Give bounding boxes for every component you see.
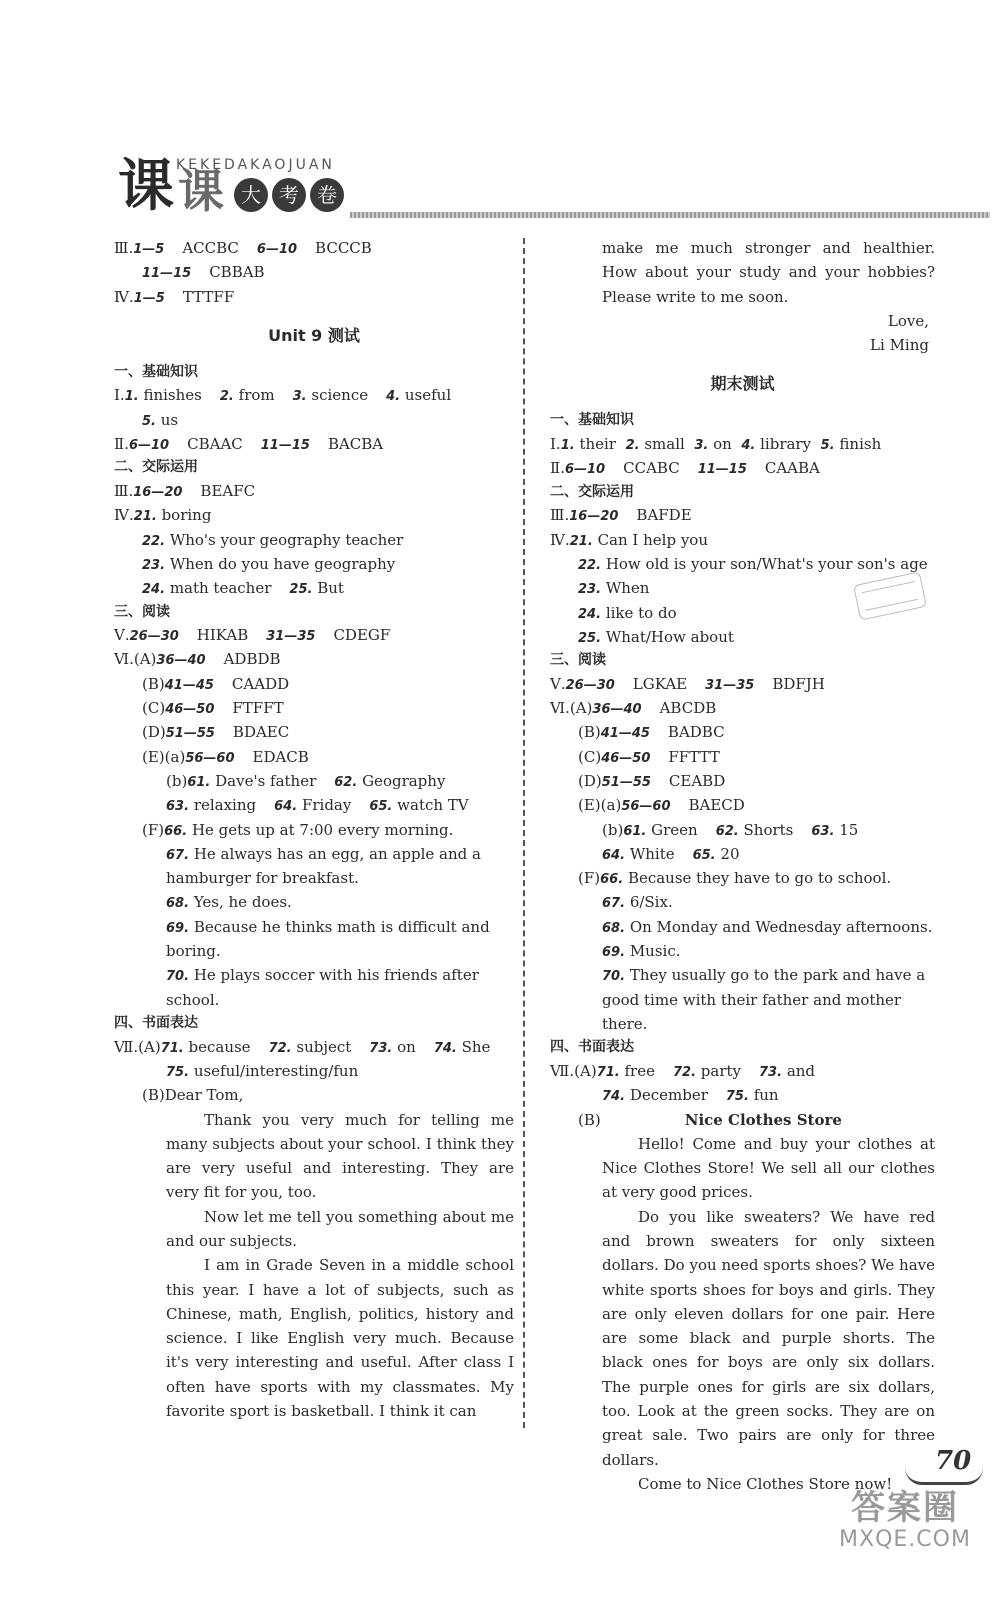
page-number: 70 <box>935 1446 972 1476</box>
answer-row: Ⅰ.1. finishes 2. from 3. science 4. useful <box>114 386 452 405</box>
answer-row: 69. Because he thinks math is difficult and boring. <box>166 917 490 961</box>
logo-char-ke-2: 课 <box>178 164 224 218</box>
letter-paragraph: make me much stronger and healthier. How about your study and your hobbies? Please write to me soon. <box>602 239 935 306</box>
answer-row: (B)41—45 CAADD <box>142 674 290 693</box>
section-heading: 三、阅读 <box>114 603 170 620</box>
answer-row: 22. How old is your son/What's your son's age <box>578 554 928 573</box>
section-heading: 一、基础知识 <box>550 412 634 429</box>
section-heading: 一、基础知识 <box>114 363 198 380</box>
answer-row: (E)(a)56—60 BAECD <box>578 796 745 815</box>
answer-row: 70. He plays soccer with his friends after school. <box>166 966 479 1009</box>
header-rule <box>350 212 990 218</box>
answer-row: 22. Who's your geography teacher <box>142 530 404 549</box>
logo-char-kao: 考 <box>272 178 306 212</box>
watermark <box>820 1490 990 1554</box>
store-paragraph: Hello! Come and buy your clothes at Nice Clothes Store! We sell all our clothes at very good prices. <box>602 1134 935 1202</box>
unit-title: Unit 9 测试 <box>268 325 360 345</box>
answer-row: Ⅱ.6—10 CBAAC 11—15 BACBA <box>114 435 384 454</box>
letter-paragraph: Now let me tell you something about me and our subjects. <box>166 1207 514 1250</box>
answer-row: 24. like to do <box>578 603 677 622</box>
letter-paragraph: I am in Grade Seven in a middle school this year. I have a lot of subjects, such as Chinese, math, English, politics, history and science. I like English very much. Because it's very interesting and useful. After class I often have sports with my classmates. My favorite sport is basketball. I think it can <box>166 1256 514 1421</box>
answer-row: (B)41—45 BADBC <box>578 723 725 742</box>
answer-row: 23. When do you have geography <box>142 554 396 573</box>
answer-row: 75. useful/interesting/fun <box>166 1061 359 1080</box>
column-divider <box>523 238 525 1428</box>
answer-row: (C)46—50 FTFFT <box>142 699 284 718</box>
watermark-url: MXQE.COM <box>839 1527 971 1553</box>
letter-closing: Love, <box>887 311 929 330</box>
answer-row: Ⅶ.(A)71. free 72. party 73. and <box>550 1061 816 1080</box>
answer-row: (b)61. Green 62. Shorts 63. 15 <box>602 820 859 839</box>
answer-row: Ⅴ.26—30 LGKAE 31—35 BDFJH <box>550 674 825 693</box>
answer-row: 64. White 65. 20 <box>602 844 740 863</box>
section-heading: 二、交际运用 <box>550 483 634 500</box>
answer-row: (D)51—55 CEABD <box>578 771 726 790</box>
section-heading: 三、阅读 <box>550 652 606 669</box>
answer-row: 67. He always has an egg, an apple and a hamburger for breakfast. <box>166 844 481 888</box>
answer-row: (B) Nice Clothes Store <box>578 1110 842 1129</box>
answer-row: Ⅳ.21. Can I help you <box>550 530 708 549</box>
logo-char-da: 大 <box>234 178 268 212</box>
page-header <box>110 150 980 220</box>
answer-row: Ⅲ.1—5 ACCBC 6—10 BCCCB <box>114 239 372 257</box>
section-heading: 四、书面表达 <box>114 1014 198 1031</box>
section-heading: 四、书面表达 <box>550 1039 634 1056</box>
answer-row: Ⅲ.16—20 BEAFC <box>114 482 256 501</box>
answer-row: 70. They usually go to the park and have a good time with their father and mother there. <box>602 966 926 1033</box>
letter-signature: Li Ming <box>870 336 929 355</box>
answer-row: 24. math teacher 25. But <box>142 579 344 598</box>
logo-char-juan: 卷 <box>310 178 344 212</box>
answer-row: Ⅴ.26—30 HIKAB 31—35 CDEGF <box>114 626 391 645</box>
answer-row: (F)66. Because they have to go to school. <box>578 869 892 888</box>
answer-row: Ⅱ.6—10 CCABC 11—15 CAABA <box>550 459 820 478</box>
answer-row: 67. 6/Six. <box>602 893 673 912</box>
answer-row: (E)(a)56—60 EDACB <box>142 747 309 766</box>
answer-row: Ⅶ.(A)71. because 72. subject 73. on 74. She <box>114 1037 491 1056</box>
answer-row: Ⅰ.1. their 2. small 3. on 4. library 5. finish <box>550 435 882 454</box>
watermark-text: 答案圈 <box>851 1488 959 1528</box>
answer-row: (C)46—50 FFTTT <box>578 747 720 766</box>
exam-title: 期末测试 <box>710 374 775 394</box>
answer-row: Ⅳ.1—5 TTTFF <box>114 287 235 306</box>
answer-row: 63. relaxing 64. Friday 65. watch TV <box>166 796 469 815</box>
answer-row: 68. Yes, he does. <box>166 893 292 912</box>
letter-salutation: (B)Dear Tom, <box>142 1086 244 1105</box>
section-heading: 二、交际运用 <box>114 459 198 476</box>
answer-row: Ⅳ.21. boring <box>114 506 212 525</box>
answer-row: Ⅵ.(A)36—40 ADBDB <box>114 650 281 669</box>
letter-paragraph: Thank you very much for telling me many subjects about your school. I think they are very useful and interesting. They are very fit for you, too. <box>166 1110 514 1202</box>
right-column <box>550 236 935 1496</box>
answer-row: (D)51—55 BDAEC <box>142 723 290 742</box>
answer-row: 11—15 CBBAB <box>142 263 265 282</box>
answer-row: 74. December 75. fun <box>602 1086 779 1105</box>
store-paragraph: Do you like sweaters? We have red and brown sweaters for only sixteen dollars. Do you need sports shoes? We have white sports shoes for boys and girls. They are only eleven dollars for one pair. Here are some black and purple shorts. The black ones for boys are only six dollars. The purple ones for girls are six dollars, too. Look at the green socks. They are on great sale. Two pairs are only for three dollars. <box>602 1207 935 1469</box>
answer-row: (F)66. He gets up at 7:00 every morning. <box>142 820 454 839</box>
store-title: Nice Clothes Store <box>684 1110 842 1129</box>
leaf-decoration-icon <box>905 1468 983 1485</box>
logo-pinyin: KEKEDAKAOJUAN <box>176 157 335 173</box>
answer-row: 68. On Monday and Wednesday afternoons. <box>602 917 933 936</box>
answer-row: 25. What/How about <box>578 627 734 646</box>
answer-row: 5. us <box>142 410 179 429</box>
answer-row: Ⅵ.(A)36—40 ABCDB <box>550 699 717 718</box>
store-paragraph: Come to Nice Clothes Store now! <box>638 1474 893 1493</box>
answer-row: Ⅲ.16—20 BAFDE <box>550 506 692 525</box>
answer-row: 69. Music. <box>602 942 681 961</box>
answer-row: (b)61. Dave's father 62. Geography <box>166 771 446 790</box>
left-column <box>114 236 514 1423</box>
logo-char-ke-1: 课 <box>118 153 174 219</box>
answer-row: 23. When <box>578 579 650 598</box>
